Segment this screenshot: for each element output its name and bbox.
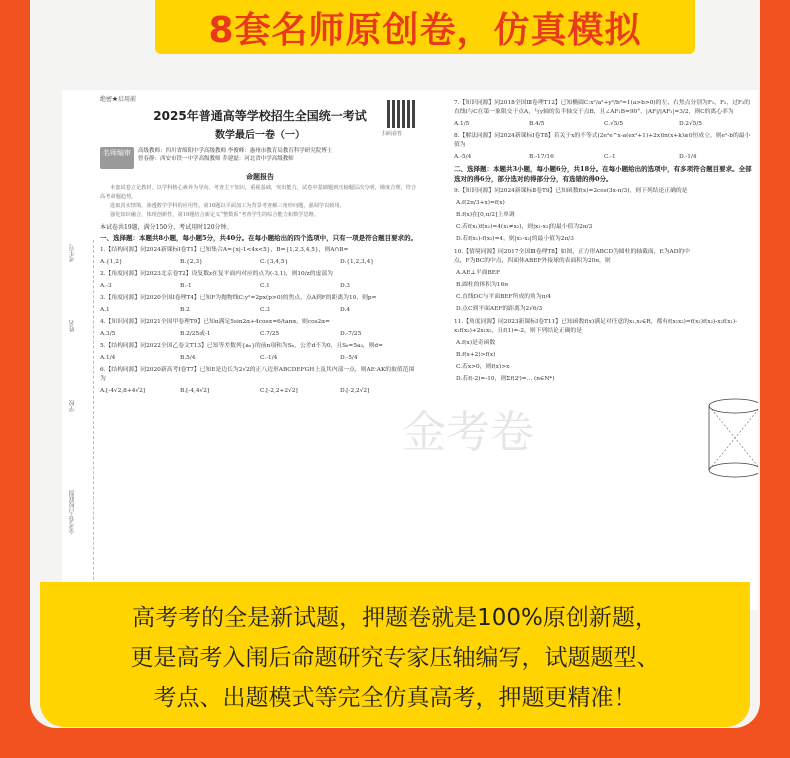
promo-line: 更是高考入闱后命题研究专家压轴编写，试题题型、	[130, 645, 660, 671]
option: D.[-2,2√2]	[340, 388, 370, 394]
right-column	[454, 96, 754, 385]
option: D.-5/4	[340, 355, 358, 361]
option: C.{3,4,5}	[260, 259, 289, 265]
promo-box	[40, 582, 750, 727]
option: A.-5/4	[454, 154, 472, 160]
side-label-name: 姓名	[69, 320, 76, 332]
option: C.√5/5	[604, 121, 624, 127]
option: B.2/25或-1	[180, 331, 211, 337]
question-options	[454, 152, 754, 162]
section-heading: 二、选择题：本题共3小题，每小题6分，共18分。在每小题给出的选项中，有多项符合题目要求。全部选对的得6分，部分选对的得部分分，有选错的得0分。	[454, 165, 752, 183]
option: D.点C到平面AEF的距离为2√6/3	[456, 306, 543, 312]
option: C.-1	[604, 154, 616, 160]
option: A.1	[100, 307, 110, 313]
exam-notice: 本试卷共19题，满分150分，考试用时120分钟。	[100, 224, 233, 231]
option: B.5/4	[180, 355, 196, 361]
author-row	[100, 147, 420, 169]
option: C.若x>0，则f(x)>x	[456, 364, 510, 370]
question-options	[100, 329, 420, 339]
option: A.{1,2}	[100, 259, 123, 265]
qr-code	[387, 100, 415, 128]
question-item: 1.【结构同源】同2024新课标Ⅰ卷T1】已知集合A={x|-1<4x<5}，B={1,2,3,4,5}，则A∩B=	[100, 247, 349, 253]
report-title: 命题报告	[246, 172, 274, 181]
option: B.[-4,4√2]	[180, 388, 210, 394]
option: D.若f(-2)=-10，则Σf(2ⁱ)=... (n∈N*)	[456, 376, 555, 382]
question-11: 11.【角度同源】同2023新课标Ⅰ卷T11】已知函数f(x)满足对任意的x₁,x₂∈R，都有f(x₁x₂)=f(x₁)f(x₂)-x₂f(x₁)-x₁f(x₂)+2x₁x₂，且f(1)=-2，则下列结论正确的是	[454, 319, 738, 334]
question-options	[454, 267, 694, 315]
side-binding-strip	[66, 240, 94, 600]
question-options	[100, 257, 420, 267]
side-label-brand: 金考卷·百校联盟	[69, 490, 76, 534]
option: B.-1	[180, 283, 192, 289]
question-options	[454, 119, 754, 129]
option: A.AE⊥平面BEF	[456, 270, 501, 276]
option: B.4/5	[529, 121, 545, 127]
question-options	[100, 305, 420, 315]
option: B.-17/16	[529, 154, 554, 160]
promo-line: 高考考的全是新试题，押题卷就是100%原创新题，	[132, 605, 658, 631]
option: B.圆柱的体积为16π	[456, 282, 509, 288]
option: B.2	[180, 307, 190, 313]
question-options	[100, 281, 420, 291]
promo-text	[40, 598, 750, 718]
option: B.f(x+2)>f(x)	[456, 352, 496, 358]
option: A.f(2π/3+x)=f(x)	[456, 200, 505, 206]
editor-badge: 名师编审	[100, 147, 134, 169]
section-heading: 一、选择题：本题共8小题，每小题5分，共40分。在每小题给出的四个选项中，只有一项是符合题目要求的。	[100, 234, 418, 242]
option: A.1/5	[454, 121, 470, 127]
question-options	[454, 197, 754, 245]
option: D.-7/25	[340, 331, 362, 337]
option: A.1/4	[100, 355, 116, 361]
option: B.f(x)在[0,π/2]上单调	[456, 212, 515, 218]
option: D.4	[340, 307, 350, 313]
question-options	[454, 337, 754, 385]
option: C.直线DC与平面BEF所成的角为π/4	[456, 294, 552, 300]
cylinder-figure	[704, 396, 758, 480]
exam-title: 2025年普通高等学校招生全国统一考试	[153, 109, 367, 123]
option: D.若f(x₁)-f(x₂)=4，则|x₁-x₂|的最小值为2π/3	[456, 236, 574, 242]
question-item: 5.【结构同源】同2022全国乙卷文T13】已知等差数列{aₙ}的前n项和为Sₙ，公差d不为0，且S₆=5a₃，则d=	[100, 343, 383, 349]
option: A.f(x)是奇函数	[456, 340, 496, 346]
option: B.{2,3}	[180, 259, 203, 265]
option: C.[-2,2+2√2]	[260, 388, 298, 394]
question-10: 10.【情境同源】同2017全国Ⅲ卷理T8】如图，正方形ABCD为圆柱的轴截面，E为AD的中点，F为BC的中点，四面体ABEF外接球的表面积为20π，则	[454, 249, 690, 264]
question-options	[100, 386, 420, 396]
promo-line: 考点、出题模式等完全仿真高考，押题更精准！	[153, 685, 637, 711]
option: C.3	[260, 307, 270, 313]
question-item: 6.【结构同源】同2020新高考Ⅰ卷T7】已知E是边长为2√2的正八边形ABCDEFGH上及其内部一点，则AE·AK的取值范围为	[100, 367, 415, 382]
question-item: 7.【知识同源】同2018全国Ⅲ卷理T12】已知椭圆C:x²/a²+y²/b²=1(a>b>0)的左、右焦点分别为F₁，F₂，过F₂的直线l与C在第一象限交于点A，与y轴的负半轴交于点B，且∠AF₁B=90°，|AF|/|AF₁|=3/2，则C的离心率为	[454, 100, 751, 115]
exam-paper	[62, 90, 758, 610]
left-column	[100, 94, 420, 396]
report-paragraph: 本套试卷立足教材，以学科核心素养为导向，考查主干知识，重视基础，突出能力，试卷中基础题到压轴题层次分明，梯度合理，符合高考命题趋势。	[100, 185, 417, 200]
banner-title: 8套名师原创卷，仿真模拟	[208, 9, 642, 51]
author-line: 曾春静：西安市铁一中学高级教师 乔建磊：河北省中学高级教师	[138, 156, 294, 162]
option: A.[-4√2,8+4√2]	[100, 388, 146, 394]
title-banner	[155, 0, 695, 54]
report-paragraph: 选取真实情境，渗透数学学科的应用性。第16题以平面加工为背景考查解三角形问题，强调学以致用。	[110, 203, 345, 209]
option: A.3/5	[100, 331, 116, 337]
question-options	[100, 353, 420, 363]
question-9: 9.【知识同源】同2024新课标Ⅱ卷T9】已知函数f(x)=2cos(3x-π/3)，则下列结论正确的是	[454, 188, 688, 194]
secret-label: 绝密★启用前	[100, 96, 137, 103]
question-item: 4.【知识同源】同2021全国甲卷理T9】已知α满足5sin2α+4cosα=6/tanα，则cos2α=	[100, 319, 331, 325]
option: D.2√5/5	[679, 121, 702, 127]
option: C.7/25	[260, 331, 280, 337]
option: C.-1/4	[260, 355, 278, 361]
side-label-exam-no: 考生号	[69, 244, 76, 262]
report-paragraph: 强化知识融合，体现创新性，第19题结合新定义“整数系”考查学生的综合能力和数学思维。	[110, 212, 320, 218]
exam-subtitle: 数学最后一卷（一）	[215, 130, 305, 141]
watermark: 金考卷	[402, 407, 534, 458]
option: C.1	[260, 283, 270, 289]
author-line: 高级教师：四川省绵阳中学高级教师 李俊峰：惠州市教育局教育科学研究院博士	[138, 148, 333, 154]
option: D.3	[340, 283, 350, 289]
option: C.若f(x₁)f(x₂)=4(x₁≠x₂)，则|x₁-x₂|的最小值为2π/3	[456, 224, 593, 230]
qr-label: 扫码看答	[382, 131, 403, 137]
option: D.{1,2,3,4}	[340, 259, 374, 265]
option: A.-3	[100, 283, 112, 289]
side-label-school: 学校	[69, 400, 76, 412]
question-item: 3.【角度同源】同2020全国Ⅰ卷理T4】已知F为抛物线C:y²=2px(p>0)的焦点，点A到F的距离为10，则p=	[100, 295, 377, 301]
option: D.-1/4	[679, 154, 697, 160]
question-item: 8.【解法同源】同2024新课标Ⅰ卷T8】若关于x的不等式(2e²e^x-a(ex²+1)+2x)ln(x+k)≥0恒成立，则e²-b的最小值为	[454, 133, 751, 148]
question-item: 2.【角度同源】同2023北京卷T2】设复数z在复平面内对应的点为(-3,1)，则10/z的虚部为	[100, 271, 333, 277]
